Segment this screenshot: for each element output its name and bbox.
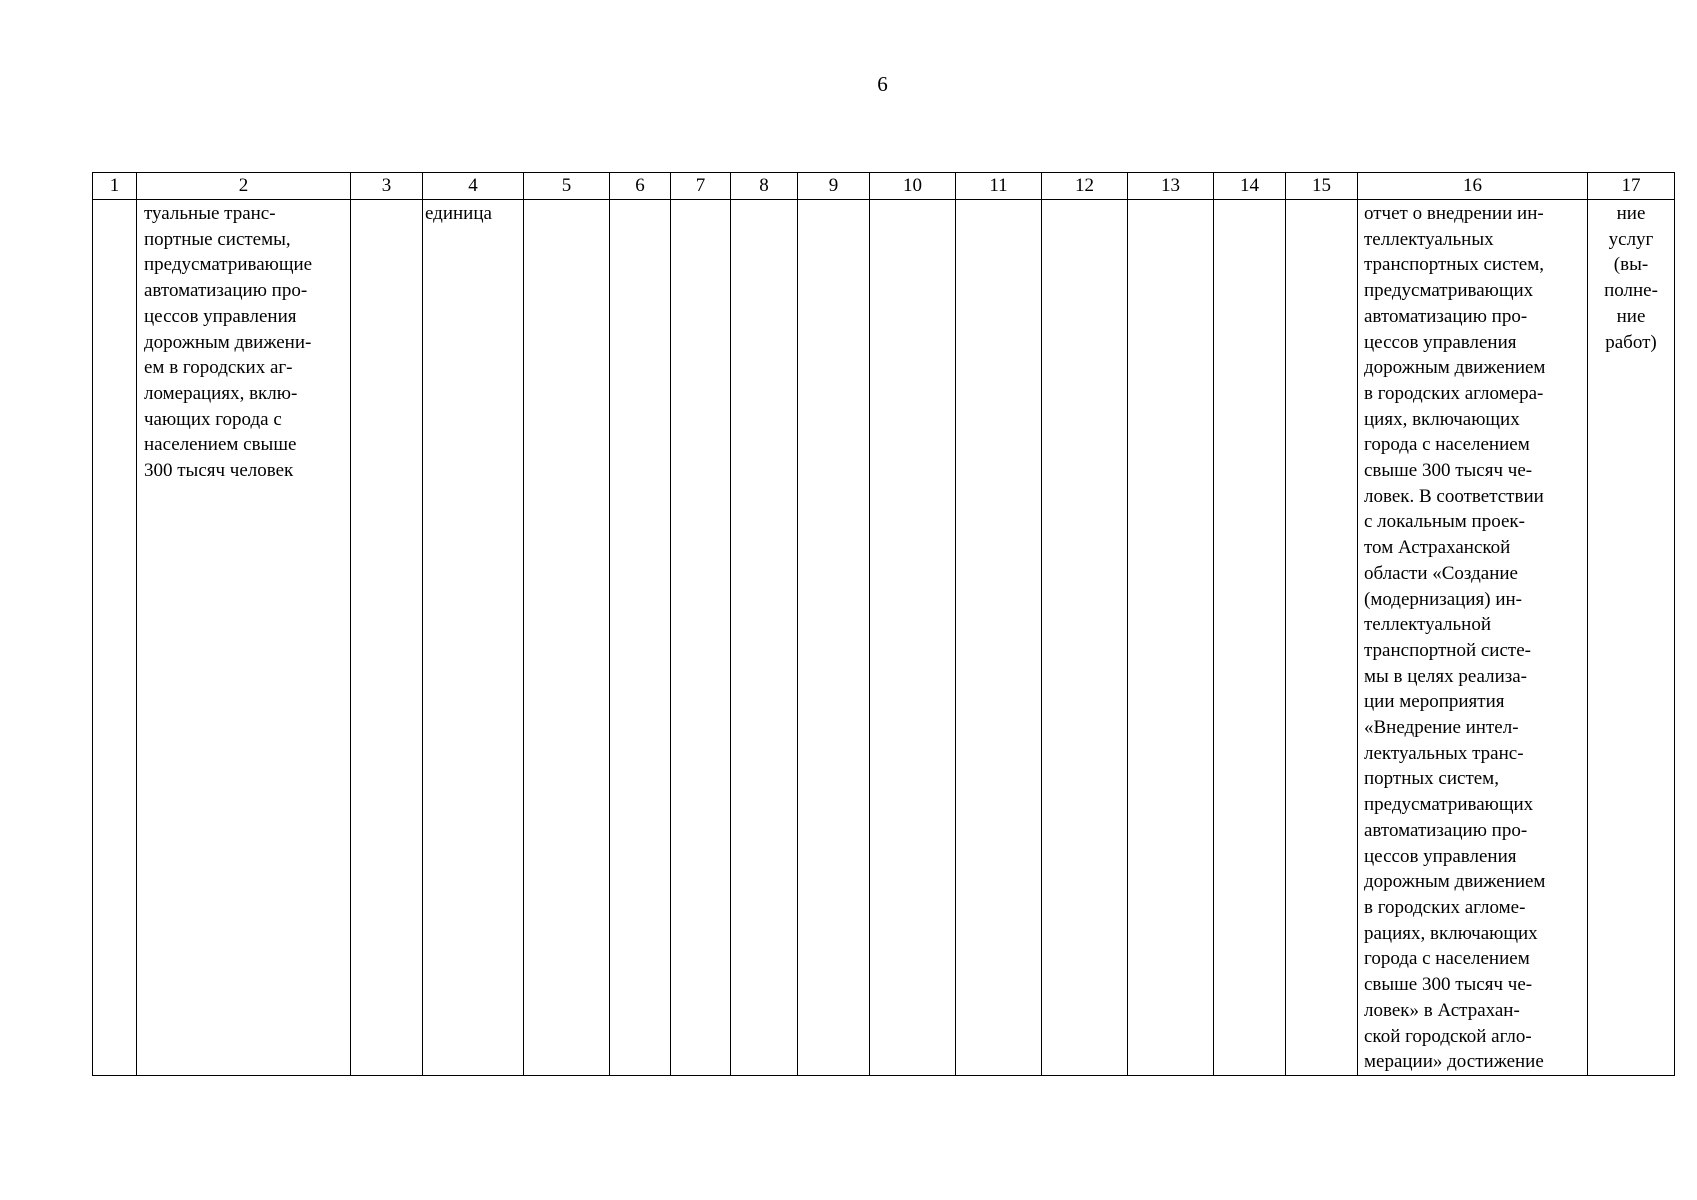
indicator-name-text: туальные транс- портные системы, предусматривающие автоматизацию про- цессов управления дорожным движени- ем в городских аг- ломерациях, вклю- чающих города с населением свыше 300 тысяч человек	[144, 203, 313, 482]
cell-indicator-name	[137, 200, 351, 1076]
header-cell-4: 4	[423, 173, 524, 200]
header-cell-2: 2	[137, 173, 351, 200]
unit-text: единица	[425, 203, 492, 224]
header-cell-14: 14	[1214, 173, 1286, 200]
cell-c7	[671, 200, 731, 1076]
indicator-table	[92, 172, 1675, 1076]
cell-c14-text	[1214, 200, 1285, 201]
cell-unit	[423, 200, 524, 1076]
cell-c17-text: ние услуг (вы- полне- ние работ)	[1604, 203, 1658, 353]
cell-c11	[956, 200, 1042, 1076]
cell-c8	[731, 200, 798, 1076]
cell-c10	[870, 200, 956, 1076]
header-cell-7: 7	[671, 173, 731, 200]
cell-c11-text	[956, 200, 1041, 201]
cell-c5	[524, 200, 610, 1076]
cell-c14	[1214, 200, 1286, 1076]
cell-c6	[610, 200, 671, 1076]
report-description-text: отчет о внедрении ин- теллектуальных транспортных систем, предусматривающих автоматизацию про- цессов управления дорожным движением в городских агломера- циях, включающих города с населением свыше 300 тысяч че- ловек. В соответствии с локальным проек- том Астраханской области «Создание (модернизация) ин- теллектуальной транспортной систе- мы в целях реализа- ции мероприятия «Внедрение интел- лектуальных транс- портных систем, предусматривающих автоматизацию про- цессов управления дорожным движением в городских агломе- рациях, включающих города с населением свыше 300 тысяч че- ловек» в Астрахан- ской городской агло- мерации» достижение	[1364, 203, 1546, 1073]
header-cell-8: 8	[731, 173, 798, 200]
page-number: 6	[877, 72, 888, 96]
cell-report-description	[1358, 200, 1588, 1076]
cell-c7-text	[671, 200, 730, 201]
header-cell-15: 15	[1286, 173, 1358, 200]
cell-c5-text	[524, 200, 609, 201]
cell-c3-text	[351, 200, 422, 201]
header-cell-17: 17	[1588, 173, 1675, 200]
header-cell-12: 12	[1042, 173, 1128, 200]
header-cell-6: 6	[610, 173, 671, 200]
table-row	[93, 200, 1675, 1076]
cell-c13	[1128, 200, 1214, 1076]
header-cell-1: 1	[93, 173, 137, 200]
header-cell-5: 5	[524, 173, 610, 200]
table-header-row	[93, 173, 1675, 200]
cell-c10-text	[870, 200, 955, 201]
header-cell-13: 13	[1128, 173, 1214, 200]
cell-c9-text	[798, 200, 869, 201]
cell-c6-text	[610, 200, 670, 201]
cell-c13-text	[1128, 200, 1213, 201]
header-cell-16: 16	[1358, 173, 1588, 200]
cell-c15	[1286, 200, 1358, 1076]
header-cell-3: 3	[351, 173, 423, 200]
cell-c17	[1588, 200, 1675, 1076]
cell-c12-text	[1042, 200, 1127, 201]
header-cell-9: 9	[798, 173, 870, 200]
cell-c9	[798, 200, 870, 1076]
cell-c12	[1042, 200, 1128, 1076]
cell-c1-text	[93, 200, 136, 201]
cell-c8-text	[731, 200, 797, 201]
header-cell-10: 10	[870, 173, 956, 200]
cell-c15-text	[1286, 200, 1357, 201]
header-cell-11: 11	[956, 173, 1042, 200]
cell-c1	[93, 200, 137, 1076]
cell-c3	[351, 200, 423, 1076]
